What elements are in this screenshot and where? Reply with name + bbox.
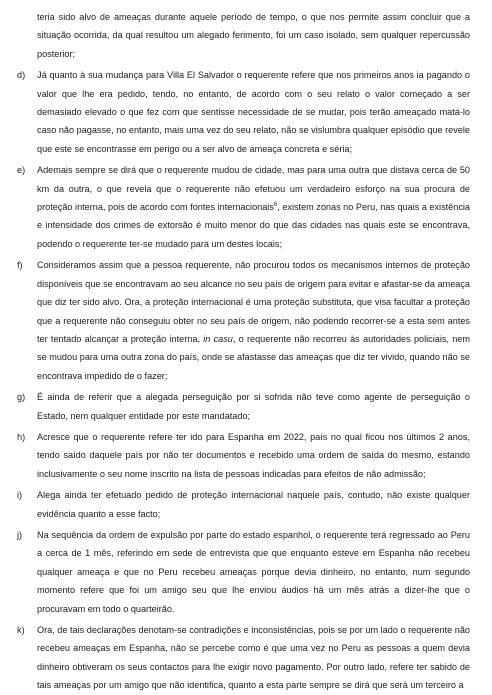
paragraph-text: Consideramos assim que a pessoa requerente, não procurou todos os mecanismos internos de proteção disponíveis que se encontravam ao seu alcance no seu país de origem para evitar e afastar-se da ameaça que diz ter sido alvo. Ora, a proteção internacional é uma proteção substituta, que visa facultar a proteção que a requerente não conseguiu obter no seu país de origem, não podendo recorrer-se a esta sem antes ter tentado alcançar a proteção interna, <box>37 260 470 344</box>
footnote-reference[interactable]: 6 <box>273 202 278 209</box>
list-marker: d) <box>17 70 26 81</box>
list-marker: e) <box>17 165 26 176</box>
list-marker: k) <box>17 625 25 635</box>
paragraph-text: , existem zonas no Peru, nas quais a existência e intensidade dos crimes de extorsão é muito menor do que das cidades nas quais este se encontrava, podendo o requerente ter-se mudado para um destes locais; <box>37 202 471 249</box>
list-marker: i) <box>17 490 23 501</box>
list-item-f <box>16 256 470 385</box>
paragraph-text: teria sido alvo de ameaças durante aquele período de tempo, o que nos permite assim concluir que a situação ocorrida, da qual resultou um alegado ferimento, foi um caso isolado, sem qualquer repercussão posterior; <box>37 12 470 59</box>
paragraph-text: Ademais sempre se dirá que o requerente mudou de cidade, mas para uma outra que distava cerca de 50 km da outra, o que revela que o requerente não efetuou um verdadeiro esforço na sua procura de proteção interna, pois de acordo com fontes internacionais <box>37 165 470 213</box>
paragraph-text: Alega ainda ter efetuado pedido de proteção internacional naquele país, contudo, não existe qualquer evidência quanto a esse facto; <box>37 490 470 519</box>
paragraph-text: Acresce que o requerente refere ter ido para Espanha em 2022, país no qual ficou nos últimos 2 anos, tendo saído daquele país por não ter documentos e recebido uma ordem de saída do mesmo, estando inclusivamente o seu nome inscrito na lista de pessoas indicadas para efeitos de não admissão; <box>37 431 470 479</box>
list-item-k <box>16 621 470 695</box>
list-item-d <box>16 66 470 158</box>
list-item-h <box>16 428 470 483</box>
list-item-g <box>16 388 470 425</box>
paragraph-text: É ainda de referir que a alegada perseguição por si sofrida não teve como agente de perseguição o Estado, nem qualquer entidade por este mandatado; <box>37 392 470 421</box>
list-marker: j) <box>17 529 23 540</box>
list-item-e <box>16 161 470 253</box>
list-item-i <box>16 486 470 523</box>
latin-term: in casu <box>203 333 233 344</box>
paragraph-text: Já quanto à sua mudança para Villa El Salvador o requerente refere que nos primeiros anos ia pagando o valor que lhe era pedido, tendo, no entanto, de acordo com o seu relato o valor começado a ser demasiado elevado o que fez com que sentisse necessidade de se mudar, pois terão ameaçado matá-lo caso não pagasse, no entanto, mais uma vez do seu relato, não se vislumbra qualquer episódio que revele que este se encontrasse em perigo ou a ser alvo de ameaça concreta e séria; <box>37 70 470 154</box>
list-marker: g) <box>17 392 26 403</box>
paragraph-text: Na sequência da ordem de expulsão por parte do estado espanhol, o requerente terá regressado ao Peru a cerca de 1 mês, referindo em sede de entrevista que que enquanto esteve em Espanha não recebeu qualquer ameaça e que no Peru recebeu ameaças porque devia dinheiro, no entanto, num segundo momento refere que foi um amigo seu que lhe enviou áudios há um mês atrás a dizer-lhe que o procuravam em todo o quarteirão. <box>37 529 470 614</box>
list-item-j <box>16 526 470 618</box>
paragraph-text: , o requerente não recorreu às autoridades policiais, nem se mudou para uma outra zona do país, onde se afastasse das ameaças que diz ter vivido, quando não se encontrava impedido de o fazer; <box>37 333 470 381</box>
paragraph-text: Ora, de tais declarações denotam-se contradições e inconsistências, pois se por um lado o requerente não recebeu ameaças em Espanha, não se percebe como é que uma vez no Peru as pessoas a quem devia dinheiro obtiveram os seus contactos para lhe exigir novo pagamento. Por outro lado, refere ter sabido de tais ameaças por um amigo que não identifica, quanto a esta parte sempre se dirá que será um terceiro a <box>37 625 470 691</box>
list-marker: h) <box>17 431 26 442</box>
list-marker: f) <box>17 260 23 271</box>
paragraph-c-continuation <box>16 8 470 63</box>
